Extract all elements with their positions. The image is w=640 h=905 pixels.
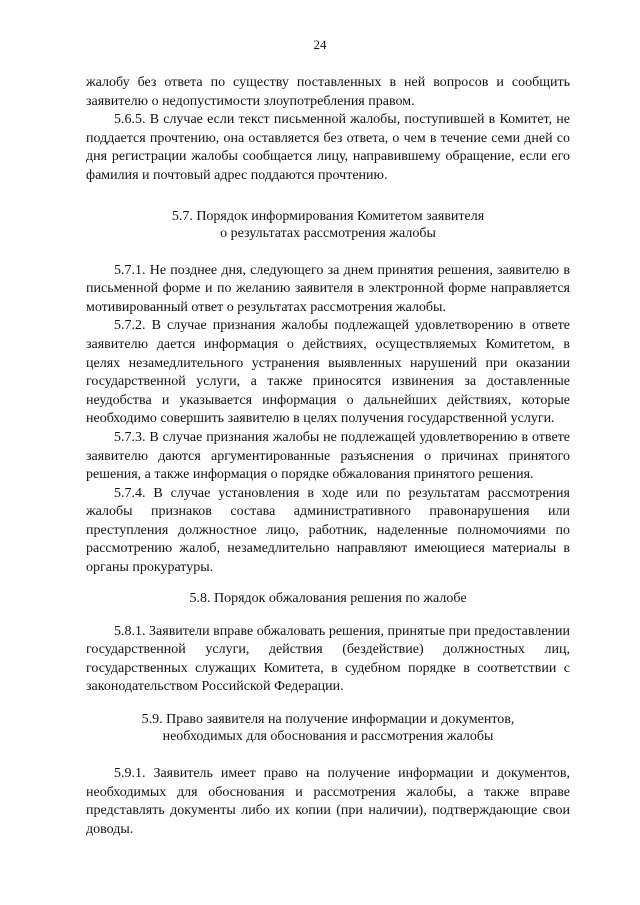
heading-line: 5.7. Порядок информирования Комитетом заявителя <box>171 208 485 224</box>
page-content <box>86 74 570 839</box>
heading-line: о результатах рассмотрения жалобы <box>220 225 436 241</box>
paragraph-continuation: жалобу без ответа по существу поставленных в ней вопросов и сообщить заявителю о недопустимости злоупотребления правом. <box>86 75 570 109</box>
paragraph-5-7-3: 5.7.3. В случае признания жалобы не подлежащей удовлетворению в ответе заявителю даются аргументированные разъяснения о причинах принятого решения, а также информация о порядке обжалования принятого решения. <box>86 429 570 483</box>
paragraph-5-8-1: 5.8.1. Заявители вправе обжаловать решения, принятые при предоставлении государственной услуги, действия (бездействие) должностных лиц, государственных служащих Комитета, в судебном порядке в соответствии с законодательством Российской Федерации. <box>86 623 570 695</box>
paragraph-5-7-2: 5.7.2. В случае признания жалобы подлежащей удовлетворению в ответе заявителю дается информация о действиях, осуществляемых Комитетом, в целях незамедлительного устранения выявленных нарушений при оказании государственной услуги, а также приносятся извинения за доставленные неудобства и указывается информация о дальнейших действиях, которые необходимо совершить заявителю в целях получения государственной услуги. <box>86 318 570 427</box>
paragraph-5-6-5: 5.6.5. В случае если текст письменной жалобы, поступившей в Комитет, не поддается прочтению, она оставляется без ответа, о чем в течение семи дней со дня регистрации жалобы сообщается лицу, направившему обращение, если его фамилия и почтовый адрес поддаются прочтению. <box>86 112 570 183</box>
page-number: 24 <box>313 37 327 52</box>
paragraph-5-7-4: 5.7.4. В случае установления в ходе или по результатам рассмотрения жалобы признаков состава административного правонарушения или преступления должностное лицо, работник, наделенные полномочиями по рассмотрению жалоб, незамедлительно направляют имеющиеся материалы в органы прокуратуры. <box>86 485 570 576</box>
section-heading-5-9 <box>86 711 570 745</box>
heading-line: необходимых для обоснования и рассмотрения жалобы <box>162 729 494 745</box>
section-heading-5-8: 5.8. Порядок обжалования решения по жалобе <box>189 590 467 606</box>
paragraph-5-9-1: 5.9.1. Заявитель имеет право на получение информации и документов, необходимых для обоснования и рассмотрения жалобы, а также вправе представлять документы либо их копии (при наличии), подтверждающие свои доводы. <box>86 766 570 837</box>
paragraph-5-7-1: 5.7.1. Не позднее дня, следующего за днем принятия решения, заявителю в письменной форме и по желанию заявителя в электронной форме направляется мотивированный ответ о результатах рассмотрения жалобы. <box>86 262 570 315</box>
section-heading-5-7 <box>86 208 570 242</box>
heading-line: 5.9. Право заявителя на получение информации и документов, <box>141 712 515 728</box>
